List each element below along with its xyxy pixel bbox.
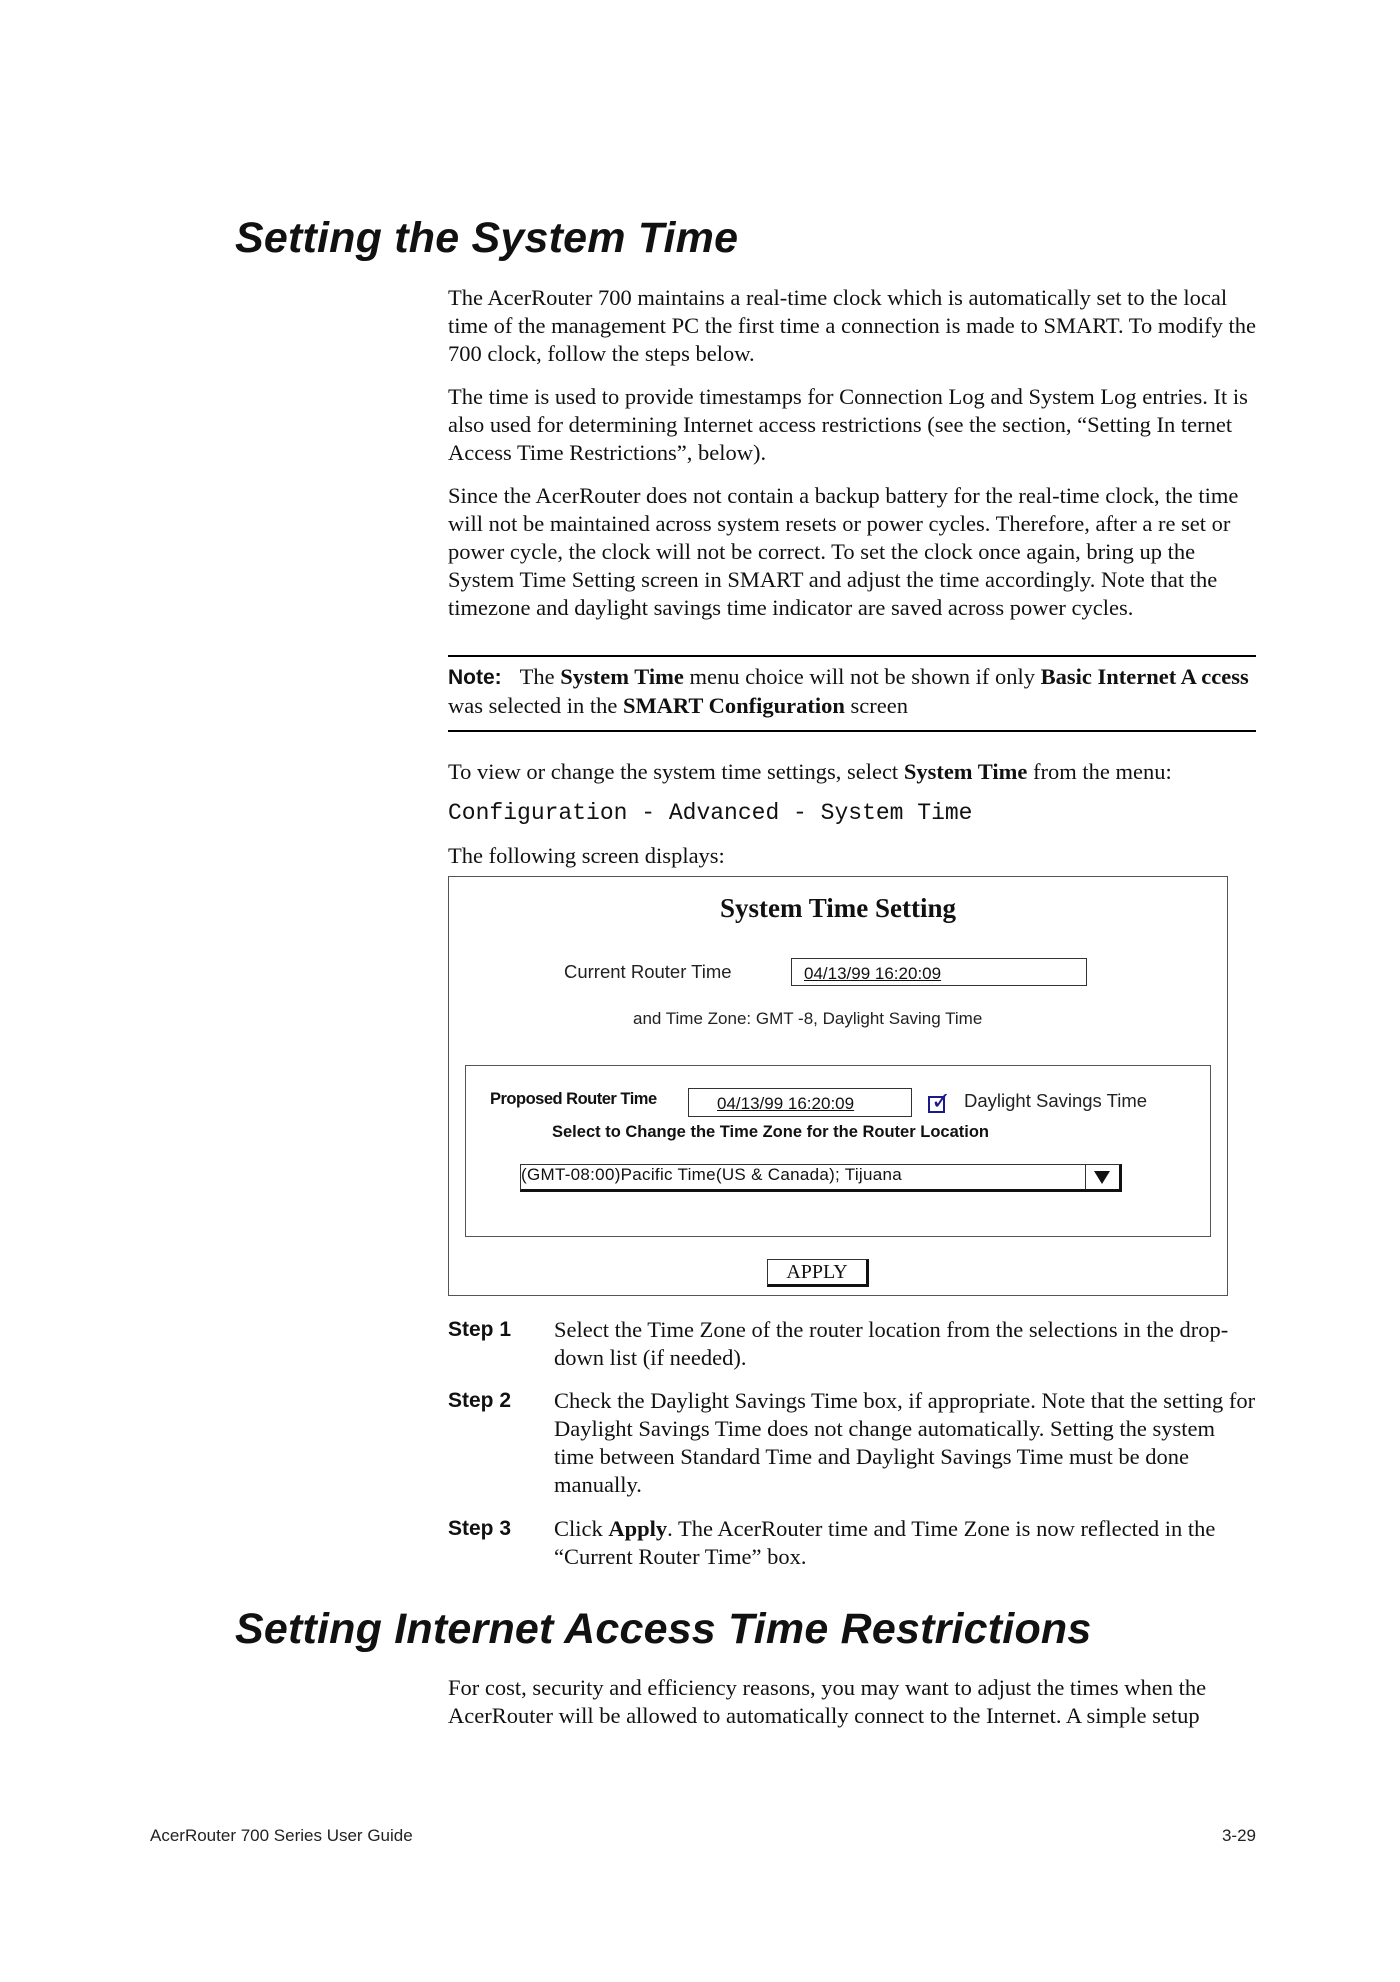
proposed-router-time-label: Proposed Router Time: [490, 1090, 657, 1108]
note-bold: System Time: [560, 664, 684, 689]
step-text-bold: Apply: [608, 1516, 668, 1541]
note-bottom-rule: [448, 730, 1256, 732]
menu-instruction: [448, 758, 1256, 786]
timezone-select-heading: Select to Change the Time Zone for the Router Location: [552, 1123, 989, 1141]
timezone-status: and Time Zone: GMT -8, Daylight Saving Time: [633, 1009, 983, 1028]
note-text: The: [519, 664, 561, 689]
paragraph-restrictions: For cost, security and efficiency reasons, you may want to adjust the times when the AcerRouter will be allowed to automatically connect to the Internet. A simple setup: [448, 1675, 1207, 1728]
note-top-rule: [448, 655, 1256, 657]
checkmark-icon: ✓: [931, 1087, 952, 1115]
step-label: Step 3: [448, 1517, 512, 1540]
current-router-time-label: Current Router Time: [564, 961, 732, 982]
note-bold: SMART Configuration: [622, 693, 845, 718]
footer-guide-title: AcerRouter 700 Series User Guide: [150, 1826, 413, 1845]
step-text: [554, 1515, 1256, 1571]
section-heading-system-time: Setting the System Time: [235, 214, 739, 262]
apply-button[interactable]: APPLY: [767, 1259, 869, 1287]
note-text: menu choice will not be shown if only: [683, 664, 1041, 689]
note-bold: Basic Internet A ccess: [1040, 664, 1249, 689]
note-label: Note:: [448, 666, 502, 689]
paragraph-intro: The AcerRouter 700 maintains a real-time clock which is automatically set to the local time of the management PC the first time a connection is made to SMART. To modify the 700 clock, follow the steps below.: [448, 285, 1256, 366]
proposed-time-group: [465, 1065, 1211, 1237]
screen-intro: The following screen displays:: [448, 843, 725, 868]
chevron-down-icon: [1094, 1171, 1110, 1184]
footer-page-number: 3-29: [1221, 1826, 1256, 1845]
note-text: screen: [844, 693, 908, 718]
daylight-savings-checkbox[interactable]: [928, 1087, 952, 1115]
step-text: Check the Daylight Savings Time box, if appropriate. Note that the setting for Daylight Savings Time does not change automatically. Setting the system time between Standard Time and Daylight Savings Time must be done manually.: [554, 1388, 1256, 1497]
current-router-time-field: 04/13/99 16:20:09: [791, 958, 1087, 986]
menu-instruction-text: To view or change the system time settings, select: [448, 759, 904, 784]
menu-instruction-text: from the menu:: [1027, 759, 1172, 784]
note-text: was selected in the: [448, 693, 623, 718]
note: [448, 663, 1256, 720]
menu-instruction-bold: System Time: [903, 759, 1028, 784]
paragraph-battery: Since the AcerRouter does not contain a backup battery for the real-time clock, the time will not be maintained across system resets or power cycles. Therefore, after a re set or power cycle, the clock will not be correct. To set the clock once again, bring up the System Time Setting screen in SMART and adjust the time accordingly. Note that the timezone and daylight savings time indicator are saved across power cycles.: [448, 483, 1239, 620]
section-heading-access-restrictions: Setting Internet Access Time Restrictions: [235, 1605, 1092, 1653]
step-text-part: Click: [554, 1516, 609, 1541]
step-text: Select the Time Zone of the router location from the selections in the drop-down list (if needed).: [554, 1317, 1229, 1370]
paragraph-timestamps: The time is used to provide timestamps for Connection Log and System Log entries. It is also used for determining Internet access restrictions (see the section, “Setting In ternet Access Time Restrictions”, below).: [448, 384, 1248, 465]
timezone-dropdown-value: (GMT-08:00)Pacific Time(US & Canada); Tijuana: [521, 1165, 903, 1184]
proposed-router-time-input[interactable]: 04/13/99 16:20:09: [688, 1088, 912, 1117]
menu-path: Configuration - Advanced - System Time: [448, 800, 973, 826]
timezone-dropdown[interactable]: [520, 1164, 1122, 1192]
step-label: Step 2: [448, 1389, 512, 1412]
screen-title: System Time Setting: [720, 893, 956, 923]
daylight-savings-label: Daylight Savings Time: [964, 1090, 1148, 1111]
dropdown-button[interactable]: [1085, 1165, 1119, 1189]
step-label: Step 1: [448, 1318, 512, 1341]
step-text-part: . The AcerRouter time and Time Zone is now reflected in the “Current Router Time” box.: [554, 1516, 1216, 1569]
system-time-setting-screen: [448, 876, 1228, 1296]
